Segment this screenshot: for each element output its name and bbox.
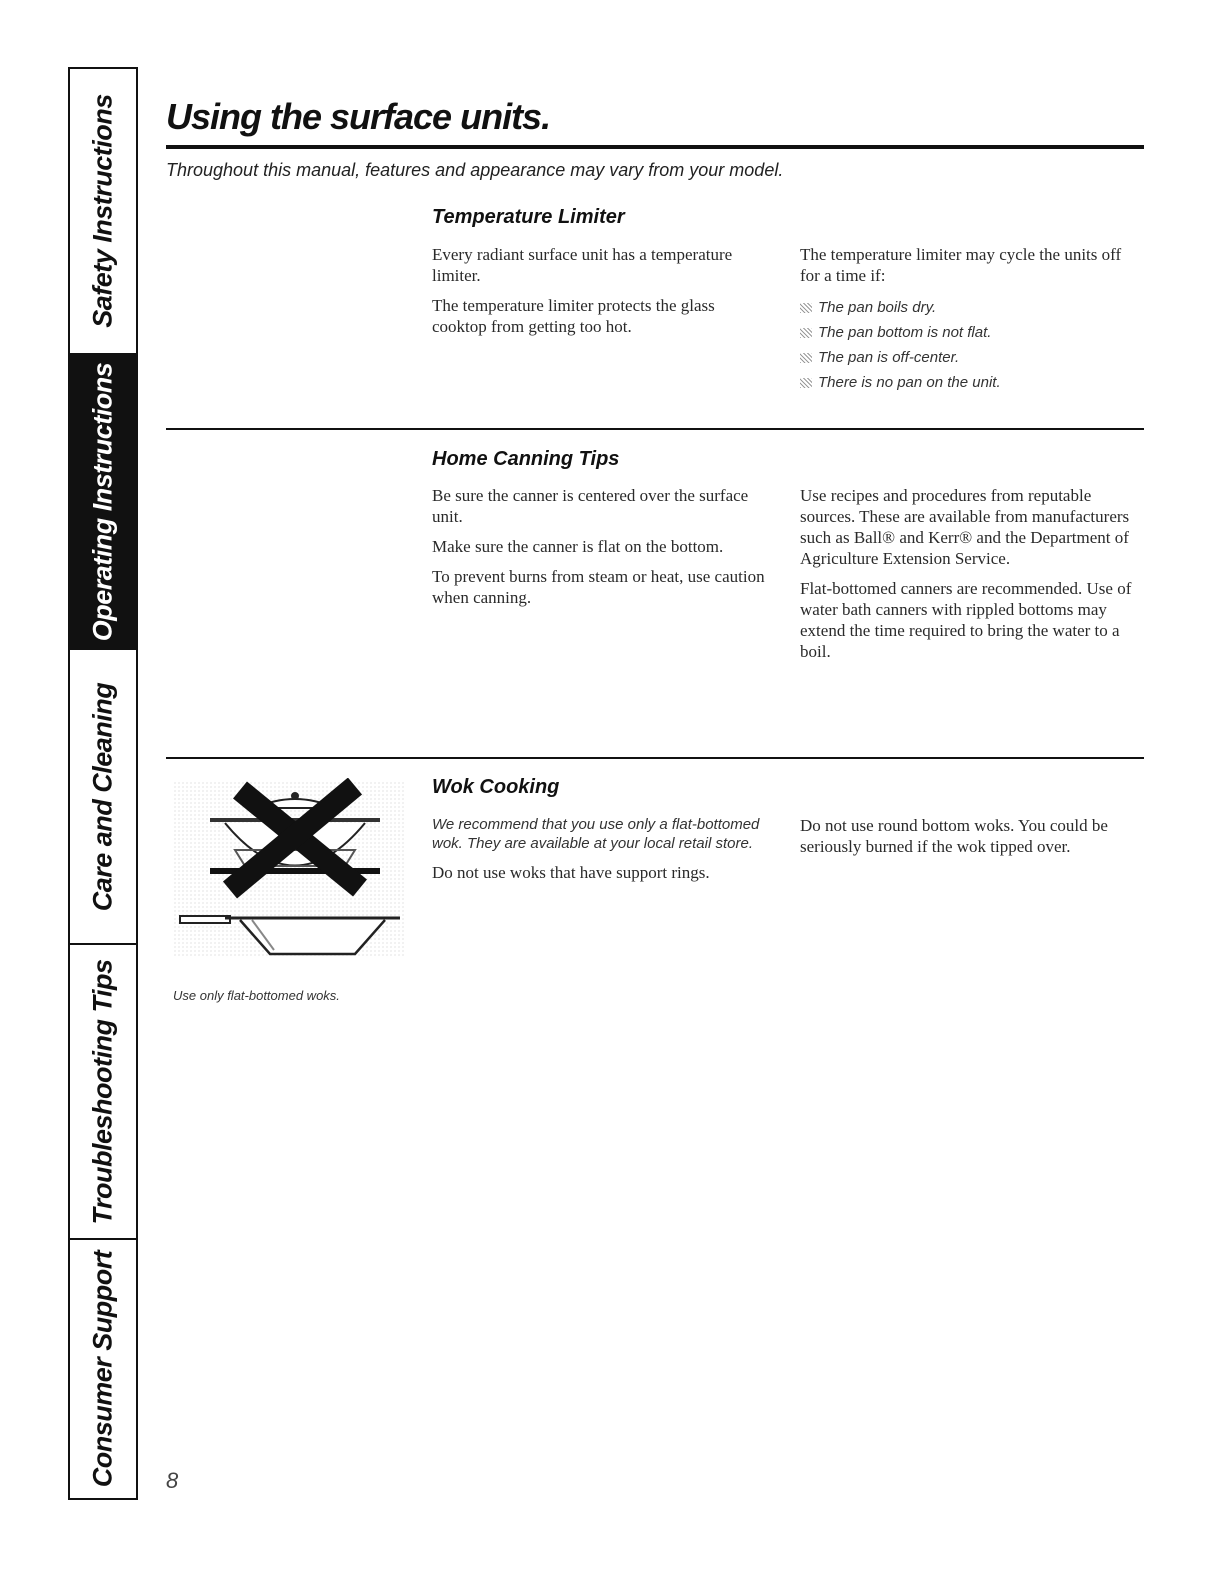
paragraph: To prevent burns from steam or heat, use caution when canning. (432, 567, 765, 607)
tab-troubleshooting-tips[interactable] (70, 945, 136, 1240)
home-canning-left (432, 485, 772, 617)
home-canning-heading: Home Canning Tips (432, 448, 620, 470)
bullet-icon (800, 328, 812, 338)
section-divider (166, 428, 1144, 430)
home-canning-right (800, 485, 1140, 671)
list-item (800, 320, 1140, 345)
tab-safety-instructions[interactable] (70, 69, 136, 355)
tab-label: Troubleshooting Tips (87, 959, 118, 1224)
tab-label: Consumer Support (87, 1250, 118, 1488)
section-divider (166, 757, 1144, 759)
wok-illustration (170, 778, 410, 963)
tab-care-and-cleaning[interactable] (70, 650, 136, 945)
tab-label: Operating Instructions (87, 362, 118, 641)
page-title: Using the surface units. (166, 96, 551, 137)
temperature-limiter-left (432, 244, 772, 346)
list-item (800, 295, 1140, 320)
paragraph: The temperature limiter protects the glass cooktop from getting too hot. (432, 296, 715, 336)
paragraph: Do not use round bottom woks. You could be seriously burned if the wok tipped over. (800, 816, 1108, 856)
title-rule (166, 145, 1144, 149)
temperature-limiter-right (800, 244, 1140, 395)
list-item-text: There is no pan on the unit. (818, 374, 1001, 391)
wok-cooking-right (800, 815, 1140, 866)
wok-caption: Use only flat-bottomed woks. (173, 988, 340, 1003)
list-item-text: The pan bottom is not flat. (818, 324, 992, 341)
temperature-limiter-heading: Temperature Limiter (432, 206, 625, 228)
wok-cooking-heading: Wok Cooking (432, 776, 560, 798)
tab-consumer-support[interactable] (70, 1240, 136, 1498)
list-item-text: The pan boils dry. (818, 299, 937, 316)
bullet-icon (800, 378, 812, 388)
page-subtitle: Throughout this manual, features and appearance may vary from your model. (166, 160, 784, 180)
tab-label: Safety Instructions (87, 94, 118, 328)
paragraph: The temperature limiter may cycle the units off for a time if: (800, 245, 1122, 285)
list-item (800, 345, 1140, 370)
page-number: 8 (166, 1468, 179, 1493)
bullet-icon (800, 353, 812, 363)
paragraph: Every radiant surface unit has a temperature limiter. (432, 245, 733, 285)
condition-list (800, 295, 1140, 395)
bullet-icon (800, 303, 812, 313)
paragraph: Flat-bottomed canners are recommended. Use of water bath canners with rippled bottoms may extend the time required to bring the water to a boil. (800, 579, 1132, 661)
list-item-text: The pan is off-center. (818, 349, 960, 366)
wok-cooking-left (432, 815, 772, 892)
section-sidebar (68, 67, 138, 1500)
recommendation-note: We recommend that you use only a flat-bottomed wok. They are available at your local retail store. (432, 816, 760, 852)
paragraph: Be sure the canner is centered over the surface unit. (432, 486, 749, 526)
wok-illustration-svg (170, 778, 410, 963)
paragraph: Use recipes and procedures from reputable sources. These are available from manufacturers such as Ball® and Kerr® and the Department of Agriculture Extension Service. (800, 486, 1130, 568)
paragraph: Do not use woks that have support rings. (432, 863, 710, 882)
tab-label: Care and Cleaning (87, 682, 118, 911)
list-item (800, 370, 1140, 395)
paragraph: Make sure the canner is flat on the bottom. (432, 537, 724, 556)
tab-operating-instructions[interactable] (70, 355, 136, 650)
